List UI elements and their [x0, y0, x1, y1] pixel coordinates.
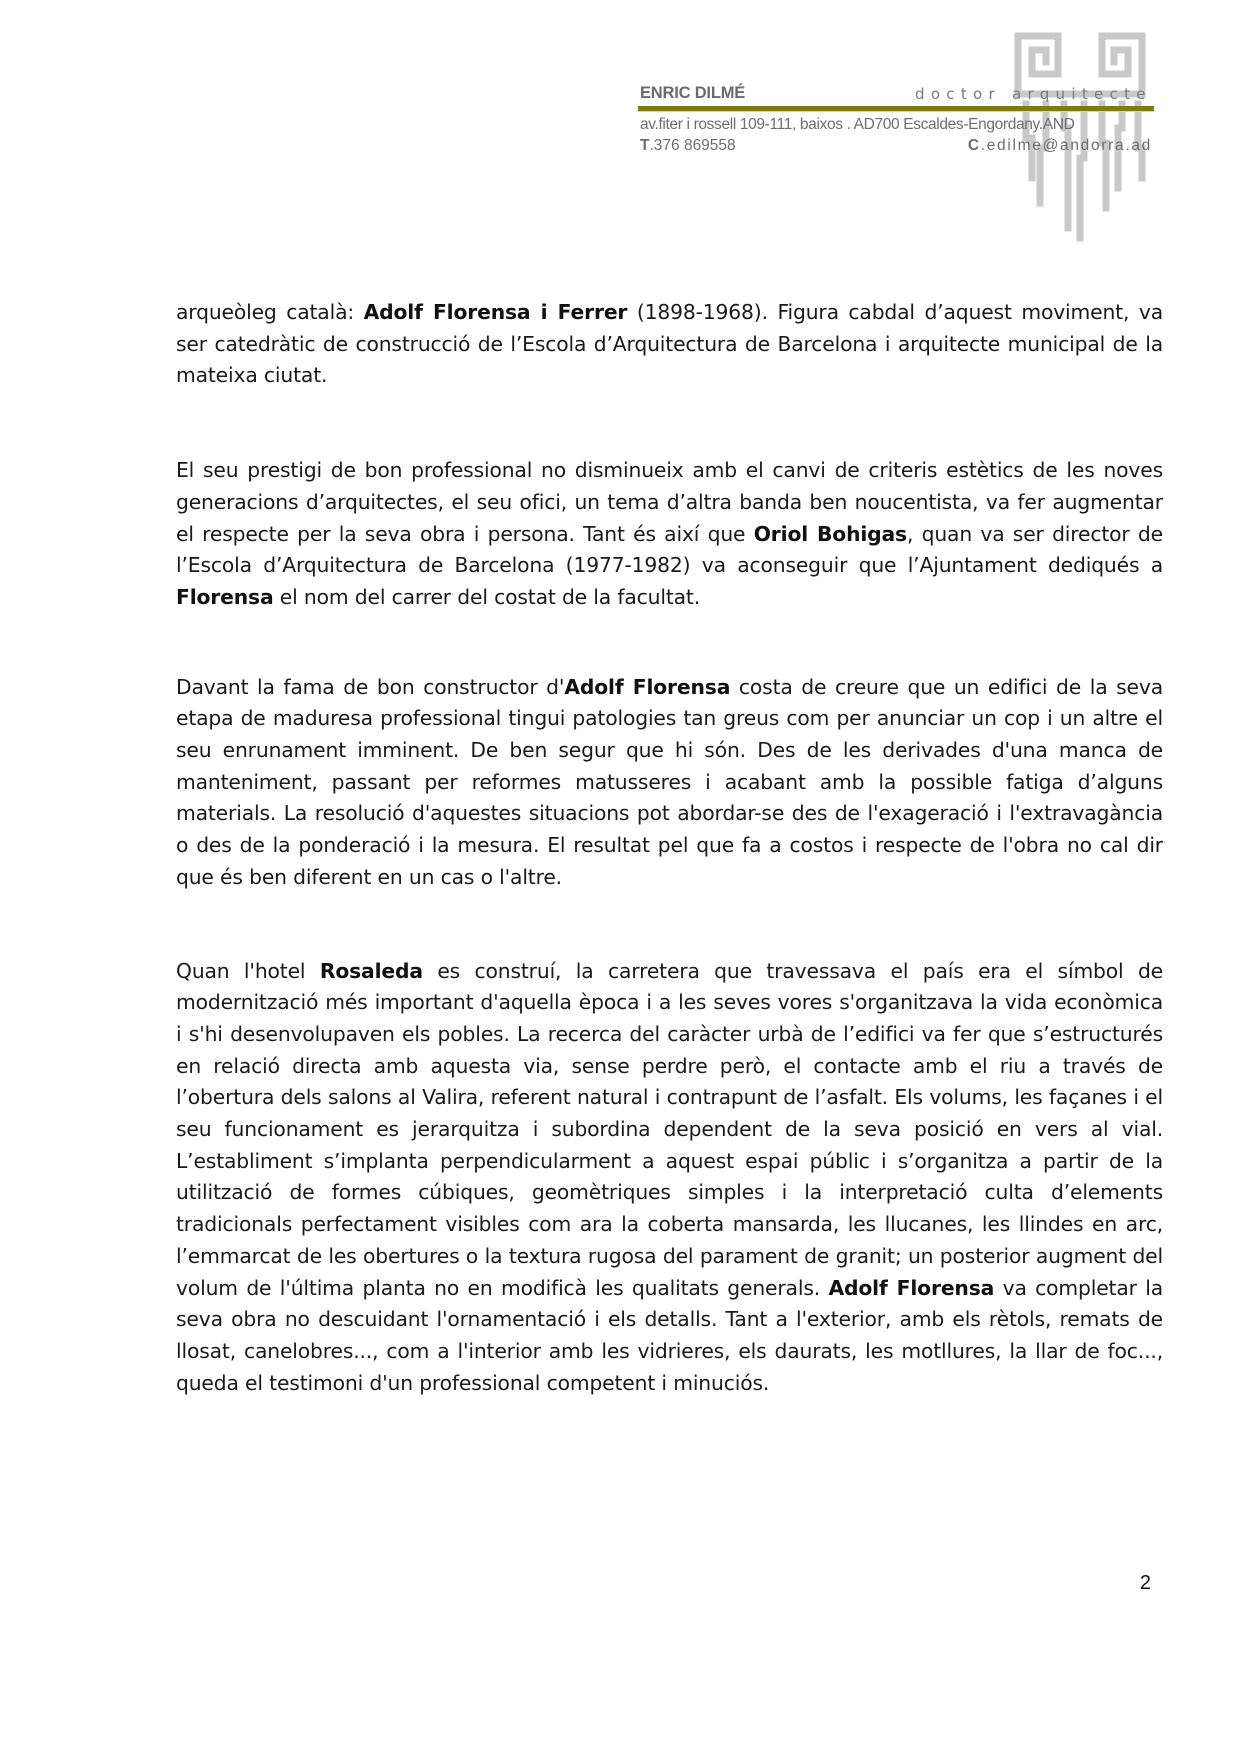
email-prefix: C	[967, 137, 981, 154]
emphasized-name: Rosaleda	[319, 958, 423, 983]
letterhead	[0, 0, 1241, 250]
paragraph	[176, 297, 1163, 392]
emphasized-name: Florensa	[176, 584, 274, 609]
paragraph-text: va completar la seva obra no descuidant l'ornamentació i els detalls. Tant a l'exterior, amb els rètols, remats de llosat, canelobres..., com a l'interior amb les vidrieres, els daurats, les motllures, la llar de foc..., queda el testimoni d'un professional competent i minuciós.	[176, 1275, 1163, 1395]
emphasized-name: Oriol Bohigas	[753, 521, 907, 546]
paragraph-text: es construí, la carretera que travessava el país era el símbol de modernització més important d'aquella època i a les seves vores s'organitzava la vida econòmica i s'hi desenvolupaven els pobles. La recerca del caràcter urbà de l’edifici va fer que s’estructurés en relació directa amb aquesta via, sense perdre però, el contacte amb el riu a través de l’obertura dels salons al Valira, referent natural i contrapunt de l’asfalt. Els volums, les façanes i el seu funcionament es jerarquitza i subordina dependent de la seva posició en vers al vial. L’establiment s’implanta perpendicularment a aquest espai públic i s’organitza a partir de la utilització de formes cúbiques, geomètriques simples i la interpretació culta d’elements tradicionals perfectament visibles com ara la coberta mansarda, les llucanes, les llindes en arc, l’emmarcat de les obertures o la textura rugosa del parament de granit; un posterior augment del volum de l'última planta no en modificà les qualitats generals.	[176, 958, 1163, 1300]
paragraph	[176, 956, 1163, 1400]
paragraph-text: Quan l'hotel	[176, 958, 320, 983]
paragraph-text: arqueòleg català:	[176, 300, 364, 324]
emphasized-name: Adolf Florensa	[828, 1275, 995, 1300]
ionic-column-icon	[1010, 28, 1150, 243]
architect-name: ENRIC DILMÉ	[640, 84, 746, 102]
document-body	[176, 297, 1163, 1399]
header-rule-shadow	[638, 111, 1154, 112]
paragraph-text: costa de creure que un edifici de la seva etapa de maduresa professional tingui patologies tan greus com per anunciar un cop i un altre el seu enrunament imminent. De ben segur que hi són. Des de les derivades d'una manca de manteniment, passant per reformes matusseres i acabant amb la possible fatiga d’alguns materials. La resolució d'aquestes situacions pot abordar-se des de l'exageració i l'extravagància o des de la ponderació i la mesura. El resultat pel que fa a costos i respecte de l'obra no cal dir que és ben diferent en un cas o l'altre.	[176, 674, 1163, 889]
phone-number	[640, 137, 736, 155]
paragraph-text: el nom del carrer del costat de la facultat.	[273, 584, 701, 609]
professional-title: doctor arquitecte	[915, 85, 1152, 103]
paragraph-text: , quan va ser director de l’Escola d’Arquitectura de Barcelona (1977-1982) va aconseguir que l’Ajuntament dediqués a	[176, 521, 1163, 578]
paragraph	[176, 455, 1163, 614]
paragraph-text: El seu prestigi de bon professional no disminueix amb el canvi de criteris estètics de les noves generacions d’arquitectes, el seu ofici, un tema d’altra banda ben noucentista, va fer augmentar el respecte per la seva obra i persona. Tant és així que	[176, 458, 1163, 546]
email-address	[968, 137, 1152, 155]
emphasized-name: Adolf Florensa	[564, 674, 731, 699]
paragraph-text: (1898-1968). Figura cabdal d’aquest moviment, va ser catedràtic de construcció de l’Escola d’Arquitectura de Barcelona i arquitecte municipal de la mateixa ciutat.	[176, 300, 1163, 388]
office-address: av.fiter i rossell 109-111, baixos . AD700 Escaldes-Engordany.AND	[640, 116, 1075, 133]
paragraph-text: Davant la fama de bon constructor d'	[176, 674, 565, 699]
phone-value: .376 869558	[649, 137, 736, 154]
phone-prefix: T	[640, 137, 650, 154]
emphasized-name: Adolf Florensa i Ferrer	[363, 300, 628, 324]
paragraph	[176, 672, 1163, 894]
page-number: 2	[1139, 1572, 1151, 1594]
email-value: .edilme@andorra.ad	[980, 137, 1152, 154]
